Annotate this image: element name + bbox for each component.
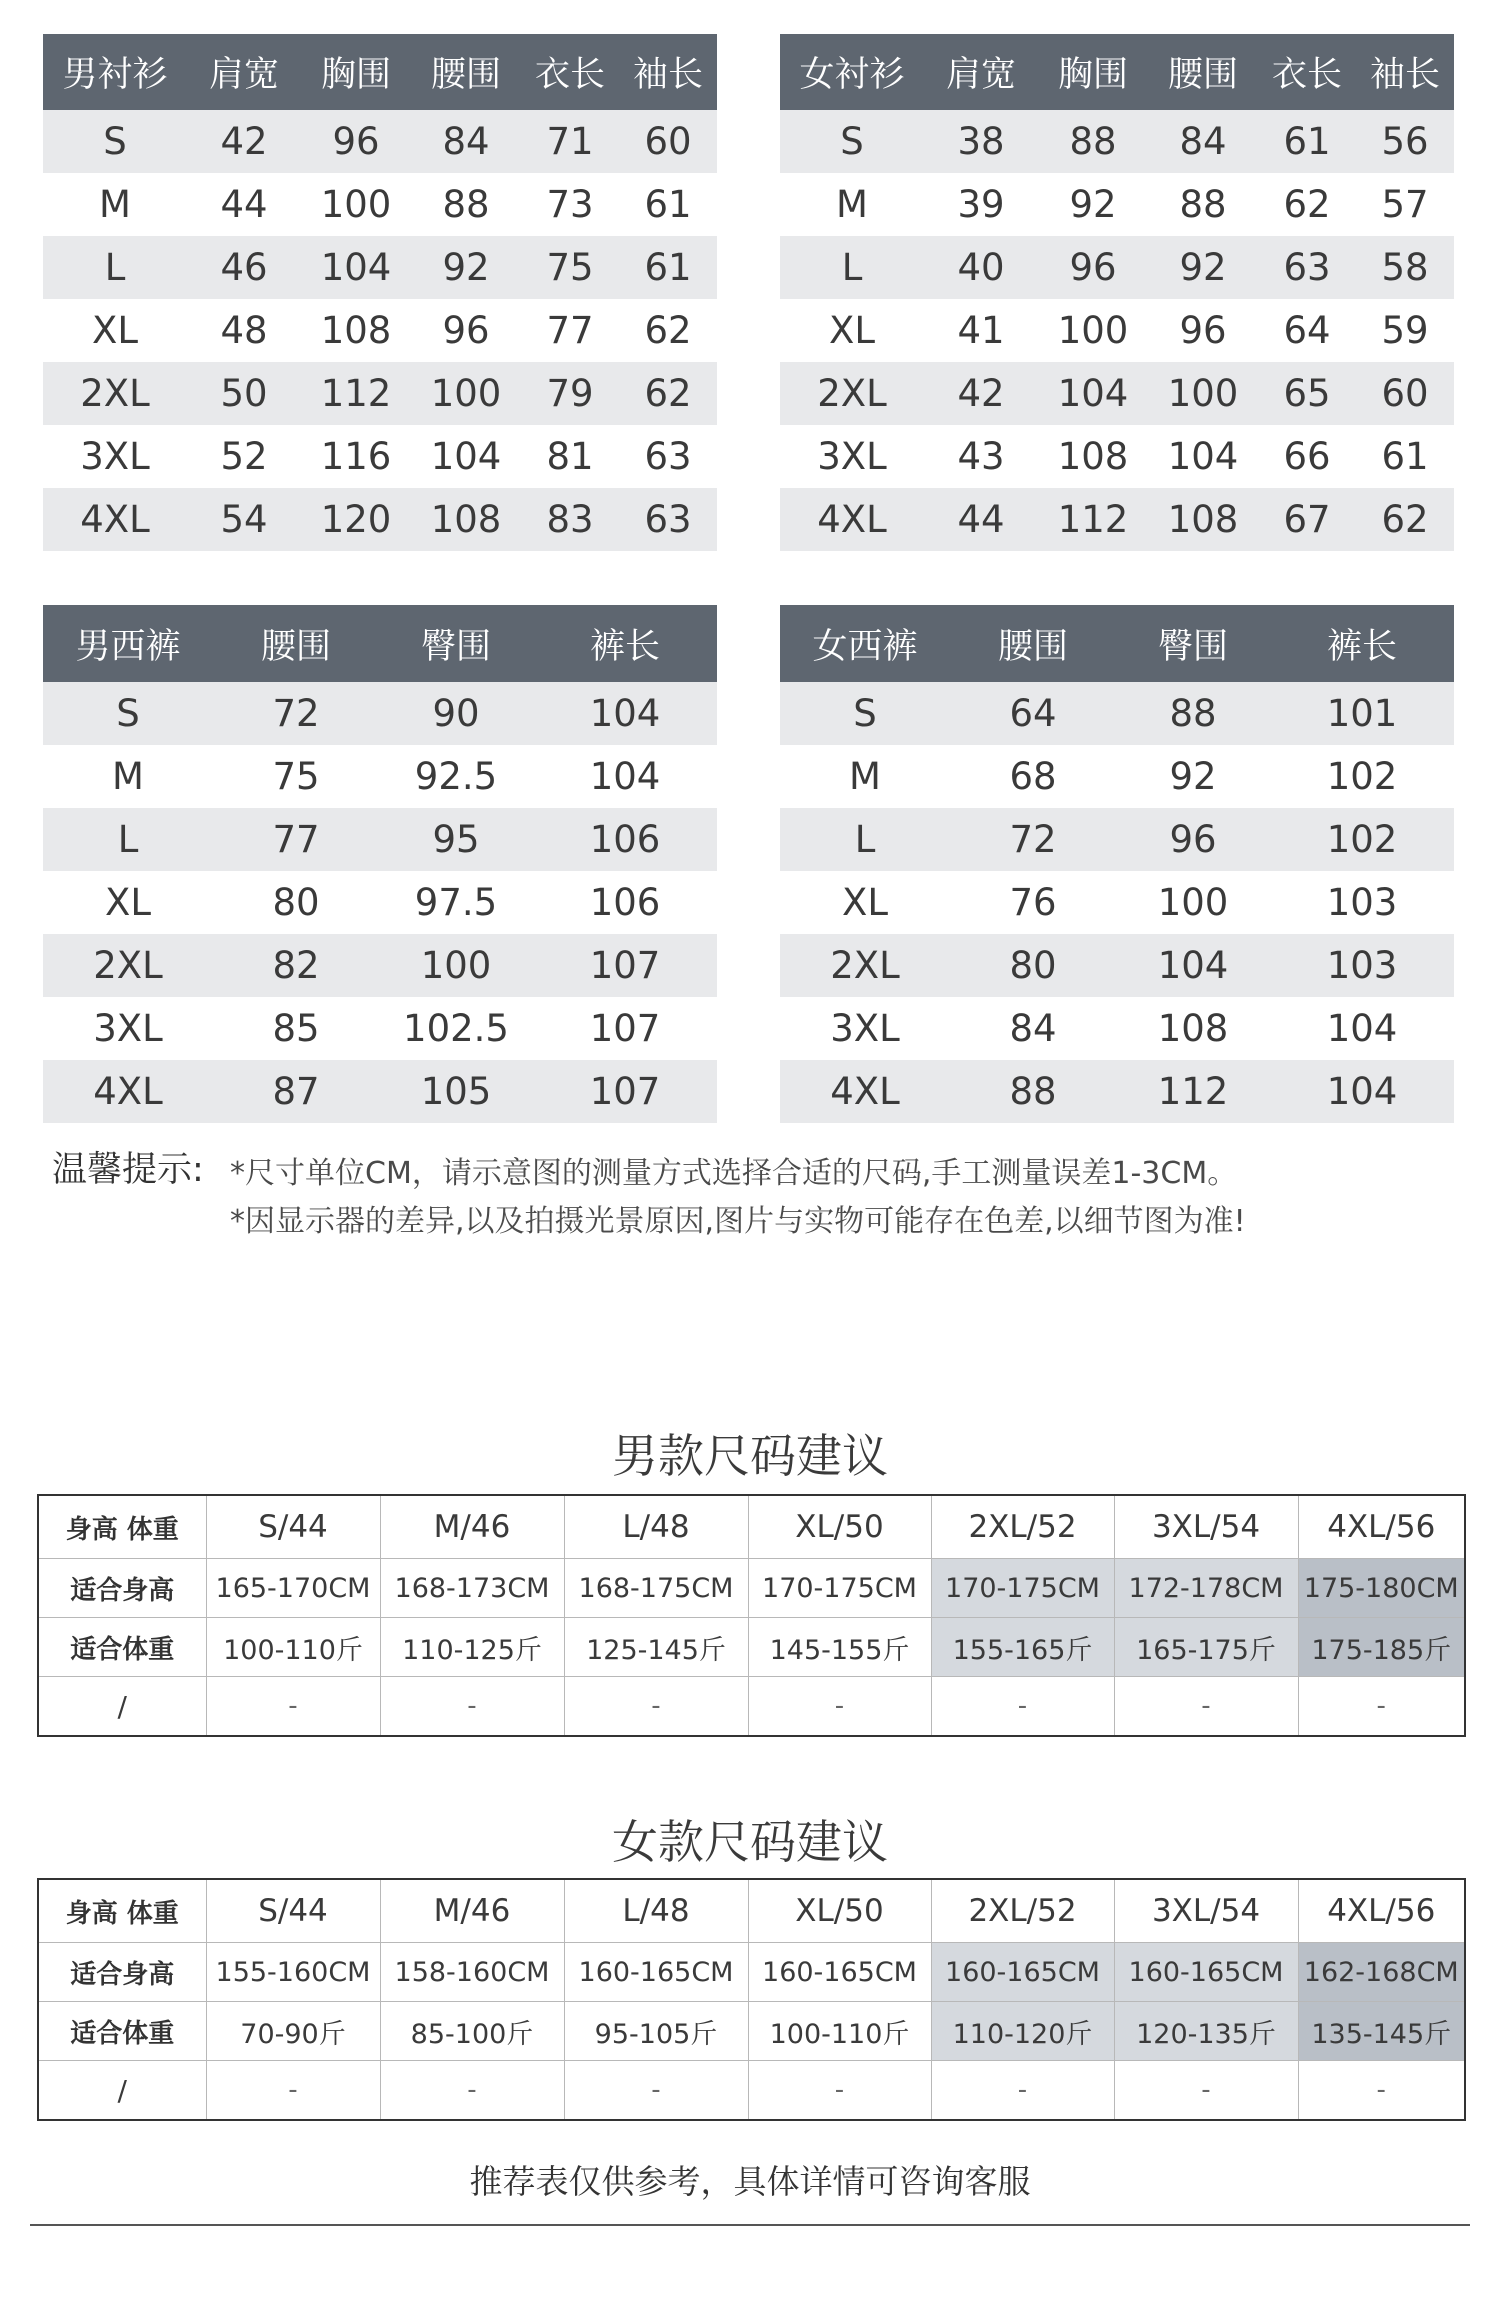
value-cell: 108 <box>1038 425 1148 488</box>
value-cell: 155-165斤 <box>931 1618 1114 1677</box>
size-cell: M <box>780 745 950 808</box>
men-shirt-size-table <box>43 34 717 551</box>
value-cell: 110-125斤 <box>380 1618 564 1677</box>
value-cell: 88 <box>1038 110 1148 173</box>
table-row <box>43 362 717 425</box>
value-cell: 48 <box>187 299 301 362</box>
size-header: 4XL/56 <box>1298 1879 1465 1943</box>
table-row <box>43 745 717 808</box>
size-cell: 3XL <box>43 997 213 1060</box>
men-recommendation-table <box>37 1494 1466 1737</box>
value-cell: 85-100斤 <box>380 2002 564 2061</box>
header-cell: 男西裤 <box>43 605 213 682</box>
row-label: 适合身高 <box>38 1943 206 2002</box>
value-cell: 83 <box>521 488 619 551</box>
value-cell: 88 <box>1148 173 1258 236</box>
table-row <box>43 682 717 745</box>
value-cell: 64 <box>1258 299 1356 362</box>
row-label: / <box>38 2061 206 2121</box>
header-cell: 腰围 <box>950 605 1116 682</box>
value-cell: 112 <box>1038 488 1148 551</box>
value-cell: 100-110斤 <box>748 2002 931 2061</box>
size-cell: S <box>43 682 213 745</box>
size-header: XL/50 <box>748 1495 931 1559</box>
value-cell: 62 <box>619 299 717 362</box>
value-cell: 100 <box>1116 871 1270 934</box>
value-cell: 84 <box>411 110 521 173</box>
value-cell: 63 <box>619 488 717 551</box>
table-row <box>780 934 1454 997</box>
value-cell: 100 <box>301 173 411 236</box>
value-cell: 44 <box>187 173 301 236</box>
value-cell: 84 <box>1148 110 1258 173</box>
size-cell: 2XL <box>43 934 213 997</box>
value-cell: 100 <box>379 934 533 997</box>
value-cell: 96 <box>1116 808 1270 871</box>
value-cell: 71 <box>521 110 619 173</box>
value-cell: 70-90斤 <box>206 2002 380 2061</box>
value-cell: 38 <box>924 110 1038 173</box>
value-cell: 158-160CM <box>380 1943 564 2002</box>
size-cell: 3XL <box>43 425 187 488</box>
value-cell: - <box>206 2061 380 2121</box>
header-cell: 胸围 <box>301 34 411 110</box>
value-cell: 54 <box>187 488 301 551</box>
value-cell: 67 <box>1258 488 1356 551</box>
value-cell: 92 <box>1116 745 1270 808</box>
size-cell: 2XL <box>780 362 924 425</box>
value-cell: 44 <box>924 488 1038 551</box>
value-cell: - <box>1298 2061 1465 2121</box>
value-cell: 175-180CM <box>1298 1559 1465 1618</box>
size-cell: S <box>780 682 950 745</box>
value-cell: - <box>564 2061 748 2121</box>
table-row <box>780 173 1454 236</box>
header-cell: 裤长 <box>533 605 717 682</box>
value-cell: 104 <box>1270 1060 1454 1123</box>
header-cell: 腰围 <box>213 605 379 682</box>
value-cell: 108 <box>411 488 521 551</box>
header-cell: 衣长 <box>521 34 619 110</box>
table-row <box>780 488 1454 551</box>
value-cell: 110-120斤 <box>931 2002 1114 2061</box>
value-cell: 168-175CM <box>564 1559 748 1618</box>
value-cell: 62 <box>1258 173 1356 236</box>
size-cell: S <box>780 110 924 173</box>
size-header: 2XL/52 <box>931 1495 1114 1559</box>
value-cell: 90 <box>379 682 533 745</box>
value-cell: 60 <box>1356 362 1454 425</box>
value-cell: 61 <box>619 236 717 299</box>
value-cell: 95 <box>379 808 533 871</box>
size-cell: L <box>780 808 950 871</box>
value-cell: 72 <box>950 808 1116 871</box>
size-header: XL/50 <box>748 1879 931 1943</box>
row-label: / <box>38 1677 206 1737</box>
size-cell: S <box>43 110 187 173</box>
size-header: 2XL/52 <box>931 1879 1114 1943</box>
value-cell: 92 <box>411 236 521 299</box>
table-row <box>38 1618 1465 1677</box>
table-row <box>780 871 1454 934</box>
table-row <box>780 299 1454 362</box>
value-cell: 73 <box>521 173 619 236</box>
value-cell: 168-173CM <box>380 1559 564 1618</box>
size-cell: M <box>780 173 924 236</box>
size-header: 4XL/56 <box>1298 1495 1465 1559</box>
value-cell: 63 <box>1258 236 1356 299</box>
table-row <box>43 934 717 997</box>
table-header-row <box>43 605 717 682</box>
value-cell: 102 <box>1270 745 1454 808</box>
table-row <box>43 1060 717 1123</box>
table-row <box>43 173 717 236</box>
value-cell: 160-165CM <box>1114 1943 1298 2002</box>
value-cell: 41 <box>924 299 1038 362</box>
value-cell: 65 <box>1258 362 1356 425</box>
size-cell: XL <box>780 871 950 934</box>
value-cell: 175-185斤 <box>1298 1618 1465 1677</box>
size-cell: L <box>43 236 187 299</box>
footer-divider <box>30 2224 1470 2226</box>
value-cell: 104 <box>1270 997 1454 1060</box>
value-cell: 165-175斤 <box>1114 1618 1298 1677</box>
value-cell: 80 <box>950 934 1116 997</box>
value-cell: 101 <box>1270 682 1454 745</box>
table-row <box>38 2061 1465 2121</box>
value-cell: 56 <box>1356 110 1454 173</box>
value-cell: 62 <box>619 362 717 425</box>
value-cell: 84 <box>950 997 1116 1060</box>
size-cell: 2XL <box>780 934 950 997</box>
value-cell: 103 <box>1270 934 1454 997</box>
value-cell: 162-168CM <box>1298 1943 1465 2002</box>
value-cell: 63 <box>619 425 717 488</box>
value-cell: 97.5 <box>379 871 533 934</box>
value-cell: 104 <box>301 236 411 299</box>
value-cell: 81 <box>521 425 619 488</box>
value-cell: 96 <box>301 110 411 173</box>
value-cell: 82 <box>213 934 379 997</box>
size-cell: 3XL <box>780 425 924 488</box>
value-cell: 104 <box>533 682 717 745</box>
size-cell: L <box>43 808 213 871</box>
size-header: M/46 <box>380 1495 564 1559</box>
table-row <box>43 871 717 934</box>
value-cell: 75 <box>521 236 619 299</box>
header-cell: 肩宽 <box>924 34 1038 110</box>
value-cell: 102 <box>1270 808 1454 871</box>
value-cell: 85 <box>213 997 379 1060</box>
value-cell: 80 <box>213 871 379 934</box>
header-cell: 肩宽 <box>187 34 301 110</box>
women-shirt-size-table <box>780 34 1454 551</box>
header-cell: 袖长 <box>1356 34 1454 110</box>
row-label: 适合体重 <box>38 1618 206 1677</box>
table-row <box>780 236 1454 299</box>
size-cell: XL <box>43 871 213 934</box>
value-cell: 68 <box>950 745 1116 808</box>
value-cell: 108 <box>1148 488 1258 551</box>
table-row <box>43 997 717 1060</box>
row-label: 适合体重 <box>38 2002 206 2061</box>
size-cell: XL <box>780 299 924 362</box>
value-cell: - <box>206 1677 380 1737</box>
table-row <box>38 1943 1465 2002</box>
value-cell: 77 <box>521 299 619 362</box>
row-label: 适合身高 <box>38 1559 206 1618</box>
value-cell: 160-165CM <box>748 1943 931 2002</box>
value-cell: - <box>1114 2061 1298 2121</box>
size-cell: 3XL <box>780 997 950 1060</box>
footer-note: 推荐表仅供参考，具体详情可咨询客服 <box>469 2162 1031 2201</box>
size-cell: 2XL <box>43 362 187 425</box>
value-cell: - <box>564 1677 748 1737</box>
size-cell: 4XL <box>780 488 924 551</box>
value-cell: 52 <box>187 425 301 488</box>
value-cell: 42 <box>924 362 1038 425</box>
women-recommendation-title: 女款尺码建议 <box>612 1815 888 1869</box>
table-row <box>38 2002 1465 2061</box>
value-cell: 145-155斤 <box>748 1618 931 1677</box>
value-cell: 59 <box>1356 299 1454 362</box>
row-label: 身高 体重 <box>38 1879 206 1943</box>
size-cell: 4XL <box>780 1060 950 1123</box>
men-recommendation-title: 男款尺码建议 <box>612 1429 888 1483</box>
table-row <box>43 808 717 871</box>
header-cell: 男衬衫 <box>43 34 187 110</box>
value-cell: 92 <box>1038 173 1148 236</box>
size-header: 3XL/54 <box>1114 1879 1298 1943</box>
header-cell: 裤长 <box>1270 605 1454 682</box>
value-cell: 92 <box>1148 236 1258 299</box>
value-cell: 61 <box>1356 425 1454 488</box>
value-cell: 104 <box>1148 425 1258 488</box>
size-header: M/46 <box>380 1879 564 1943</box>
value-cell: - <box>931 1677 1114 1737</box>
value-cell: 64 <box>950 682 1116 745</box>
value-cell: - <box>380 2061 564 2121</box>
value-cell: 100 <box>411 362 521 425</box>
value-cell: 105 <box>379 1060 533 1123</box>
value-cell: 104 <box>1116 934 1270 997</box>
size-cell: XL <box>43 299 187 362</box>
table-header-row <box>43 34 717 110</box>
value-cell: - <box>748 2061 931 2121</box>
value-cell: 172-178CM <box>1114 1559 1298 1618</box>
value-cell: 170-175CM <box>931 1559 1114 1618</box>
value-cell: 135-145斤 <box>1298 2002 1465 2061</box>
value-cell: 104 <box>533 745 717 808</box>
header-cell: 臀围 <box>379 605 533 682</box>
table-row <box>780 362 1454 425</box>
value-cell: 112 <box>301 362 411 425</box>
value-cell: 120 <box>301 488 411 551</box>
value-cell: 100-110斤 <box>206 1618 380 1677</box>
table-row <box>43 425 717 488</box>
value-cell: 58 <box>1356 236 1454 299</box>
value-cell: 160-165CM <box>931 1943 1114 2002</box>
value-cell: 108 <box>1116 997 1270 1060</box>
value-cell: 120-135斤 <box>1114 2002 1298 2061</box>
value-cell: 107 <box>533 997 717 1060</box>
value-cell: 42 <box>187 110 301 173</box>
table-row <box>780 425 1454 488</box>
value-cell: 43 <box>924 425 1038 488</box>
value-cell: 92.5 <box>379 745 533 808</box>
value-cell: 116 <box>301 425 411 488</box>
tips-line-2: *因显示器的差异,以及拍摄光景原因,图片与实物可能存在色差,以细节图为准! <box>230 1204 1246 1239</box>
value-cell: 87 <box>213 1060 379 1123</box>
tips-line-1: *尺寸单位CM，请示意图的测量方式选择合适的尺码,手工测量误差1-3CM。 <box>230 1156 1238 1191</box>
value-cell: 95-105斤 <box>564 2002 748 2061</box>
value-cell: 61 <box>1258 110 1356 173</box>
table-row <box>780 110 1454 173</box>
value-cell: - <box>931 2061 1114 2121</box>
men-pants-size-table <box>43 605 717 1123</box>
value-cell: 106 <box>533 871 717 934</box>
size-cell: M <box>43 173 187 236</box>
header-cell: 腰围 <box>411 34 521 110</box>
table-header-row <box>38 1879 1465 1943</box>
table-row <box>43 110 717 173</box>
value-cell: 170-175CM <box>748 1559 931 1618</box>
table-header-row <box>38 1495 1465 1559</box>
header-cell: 臀围 <box>1116 605 1270 682</box>
value-cell: 96 <box>1038 236 1148 299</box>
value-cell: 103 <box>1270 871 1454 934</box>
table-row <box>780 997 1454 1060</box>
header-cell: 袖长 <box>619 34 717 110</box>
value-cell: 155-160CM <box>206 1943 380 2002</box>
value-cell: 76 <box>950 871 1116 934</box>
size-header: 3XL/54 <box>1114 1495 1298 1559</box>
header-cell: 衣长 <box>1258 34 1356 110</box>
value-cell: 100 <box>1148 362 1258 425</box>
header-cell: 女衬衫 <box>780 34 924 110</box>
value-cell: 125-145斤 <box>564 1618 748 1677</box>
table-row <box>780 1060 1454 1123</box>
value-cell: - <box>1298 1677 1465 1737</box>
value-cell: 61 <box>619 173 717 236</box>
value-cell: 107 <box>533 1060 717 1123</box>
value-cell: 100 <box>1038 299 1148 362</box>
size-cell: L <box>780 236 924 299</box>
table-row <box>43 299 717 362</box>
table-row <box>43 236 717 299</box>
value-cell: 75 <box>213 745 379 808</box>
size-header: L/48 <box>564 1879 748 1943</box>
table-header-row <box>780 34 1454 110</box>
value-cell: 50 <box>187 362 301 425</box>
value-cell: 77 <box>213 808 379 871</box>
value-cell: 88 <box>411 173 521 236</box>
size-header: S/44 <box>206 1879 380 1943</box>
value-cell: 66 <box>1258 425 1356 488</box>
size-header: L/48 <box>564 1495 748 1559</box>
value-cell: 62 <box>1356 488 1454 551</box>
value-cell: 96 <box>1148 299 1258 362</box>
value-cell: 106 <box>533 808 717 871</box>
value-cell: 46 <box>187 236 301 299</box>
value-cell: 72 <box>213 682 379 745</box>
value-cell: 96 <box>411 299 521 362</box>
size-cell: M <box>43 745 213 808</box>
value-cell: 102.5 <box>379 997 533 1060</box>
value-cell: 108 <box>301 299 411 362</box>
value-cell: 104 <box>1038 362 1148 425</box>
header-cell: 腰围 <box>1148 34 1258 110</box>
table-row <box>780 745 1454 808</box>
table-row <box>38 1559 1465 1618</box>
table-row <box>38 1677 1465 1737</box>
size-cell: 4XL <box>43 488 187 551</box>
table-row <box>43 488 717 551</box>
value-cell: - <box>748 1677 931 1737</box>
value-cell: 40 <box>924 236 1038 299</box>
row-label: 身高 体重 <box>38 1495 206 1559</box>
value-cell: 104 <box>411 425 521 488</box>
value-cell: 60 <box>619 110 717 173</box>
size-header: S/44 <box>206 1495 380 1559</box>
table-row <box>780 682 1454 745</box>
value-cell: 57 <box>1356 173 1454 236</box>
value-cell: 160-165CM <box>564 1943 748 2002</box>
header-cell: 女西裤 <box>780 605 950 682</box>
women-recommendation-table <box>37 1878 1466 2121</box>
value-cell: 88 <box>1116 682 1270 745</box>
value-cell: - <box>1114 1677 1298 1737</box>
table-header-row <box>780 605 1454 682</box>
tips-label: 温馨提示: <box>52 1150 204 1190</box>
table-row <box>780 808 1454 871</box>
women-pants-size-table <box>780 605 1454 1123</box>
value-cell: 107 <box>533 934 717 997</box>
value-cell: 39 <box>924 173 1038 236</box>
value-cell: 165-170CM <box>206 1559 380 1618</box>
size-cell: 4XL <box>43 1060 213 1123</box>
value-cell: - <box>380 1677 564 1737</box>
header-cell: 胸围 <box>1038 34 1148 110</box>
value-cell: 112 <box>1116 1060 1270 1123</box>
value-cell: 88 <box>950 1060 1116 1123</box>
value-cell: 79 <box>521 362 619 425</box>
